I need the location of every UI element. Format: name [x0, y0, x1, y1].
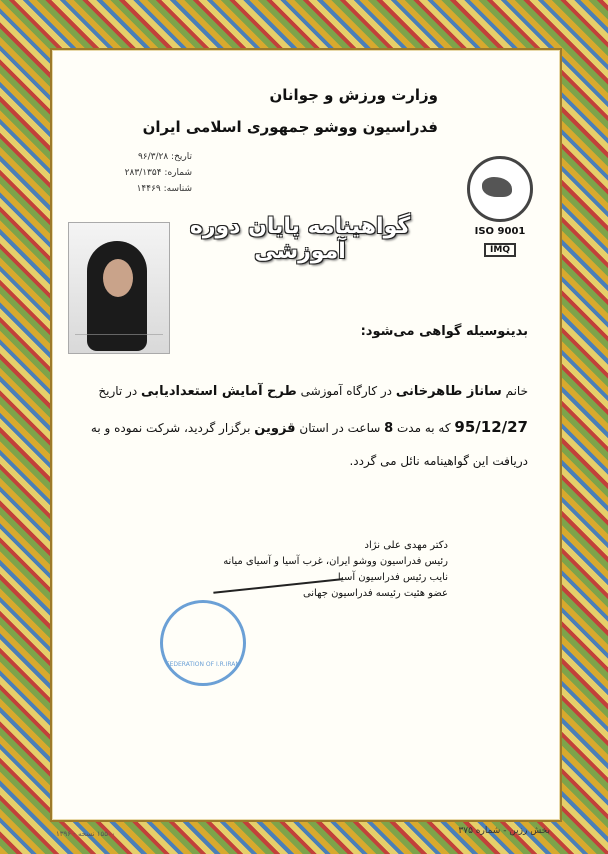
signer-role-2: نایب رئیس فدراسیون آسیا: [337, 572, 448, 583]
ministry-title: وزارت ورزش و جوانان: [269, 86, 438, 104]
signer-role-3: عضو هئیت رئیسه فدراسیون جهانی: [302, 588, 448, 599]
course-name: طرح آمایش استعدادیابی: [141, 384, 297, 399]
seal-text: FEDERATION OF I.R.IRAN: [166, 661, 240, 668]
recipient-name: ساناز طاهرخانی: [395, 384, 502, 399]
text-segment: خانم: [505, 384, 528, 398]
body-line-1: [88, 384, 528, 399]
meta-number: شماره: ۲۸۳/۱۳۵۴: [124, 168, 192, 178]
iso-label: ISO 9001: [474, 226, 526, 237]
certificate-title: گواهینامه پایان دوره آموزشی: [189, 214, 411, 264]
course-hours: 8: [384, 421, 394, 436]
photo-face: [103, 259, 133, 297]
footer-document-code: بخش رزین - شماره ۳۷۵: [458, 826, 550, 836]
text-segment: برگزار گردید، شرکت نموده و به: [90, 421, 251, 435]
signer-role-1: رئیس فدراسیون ووشو ایران، غرب آسیا و آسیای میانه: [223, 556, 448, 567]
photo-stamp-icon: [75, 334, 163, 349]
text-segment: ساعت در استان: [299, 421, 381, 435]
federation-logo: [462, 156, 538, 256]
greeting: بدینوسیله گواهی می‌شود:: [360, 324, 528, 339]
meta-id: شناسه: ۱۴۴۶۹: [136, 184, 192, 194]
portrait-photo: [68, 222, 170, 354]
footer-print-info: ۱۵۵۰۰ نسخه - ۱۳۹۶: [56, 830, 116, 838]
text-segment: در تاریخ: [98, 384, 138, 398]
federation-title: فدراسیون ووشو جمهوری اسلامی ایران: [142, 118, 438, 136]
official-seal-icon: [160, 600, 246, 686]
course-date: 95/12/27: [454, 418, 528, 436]
meta-date: تاریخ: ۹۶/۳/۲۸: [137, 152, 192, 162]
body-line-2: [88, 418, 528, 436]
text-segment: که به مدت: [397, 421, 451, 435]
body-line-3: دریافت این گواهینامه نائل می گردد.: [349, 454, 528, 468]
text-segment: در کارگاه آموزشی: [300, 384, 392, 398]
imq-badge: IMQ: [484, 243, 516, 257]
signer-name: دکتر مهدی علی نژاد: [364, 540, 448, 551]
province-name: قزوین: [254, 421, 296, 436]
wushu-logo-icon: [467, 156, 533, 222]
